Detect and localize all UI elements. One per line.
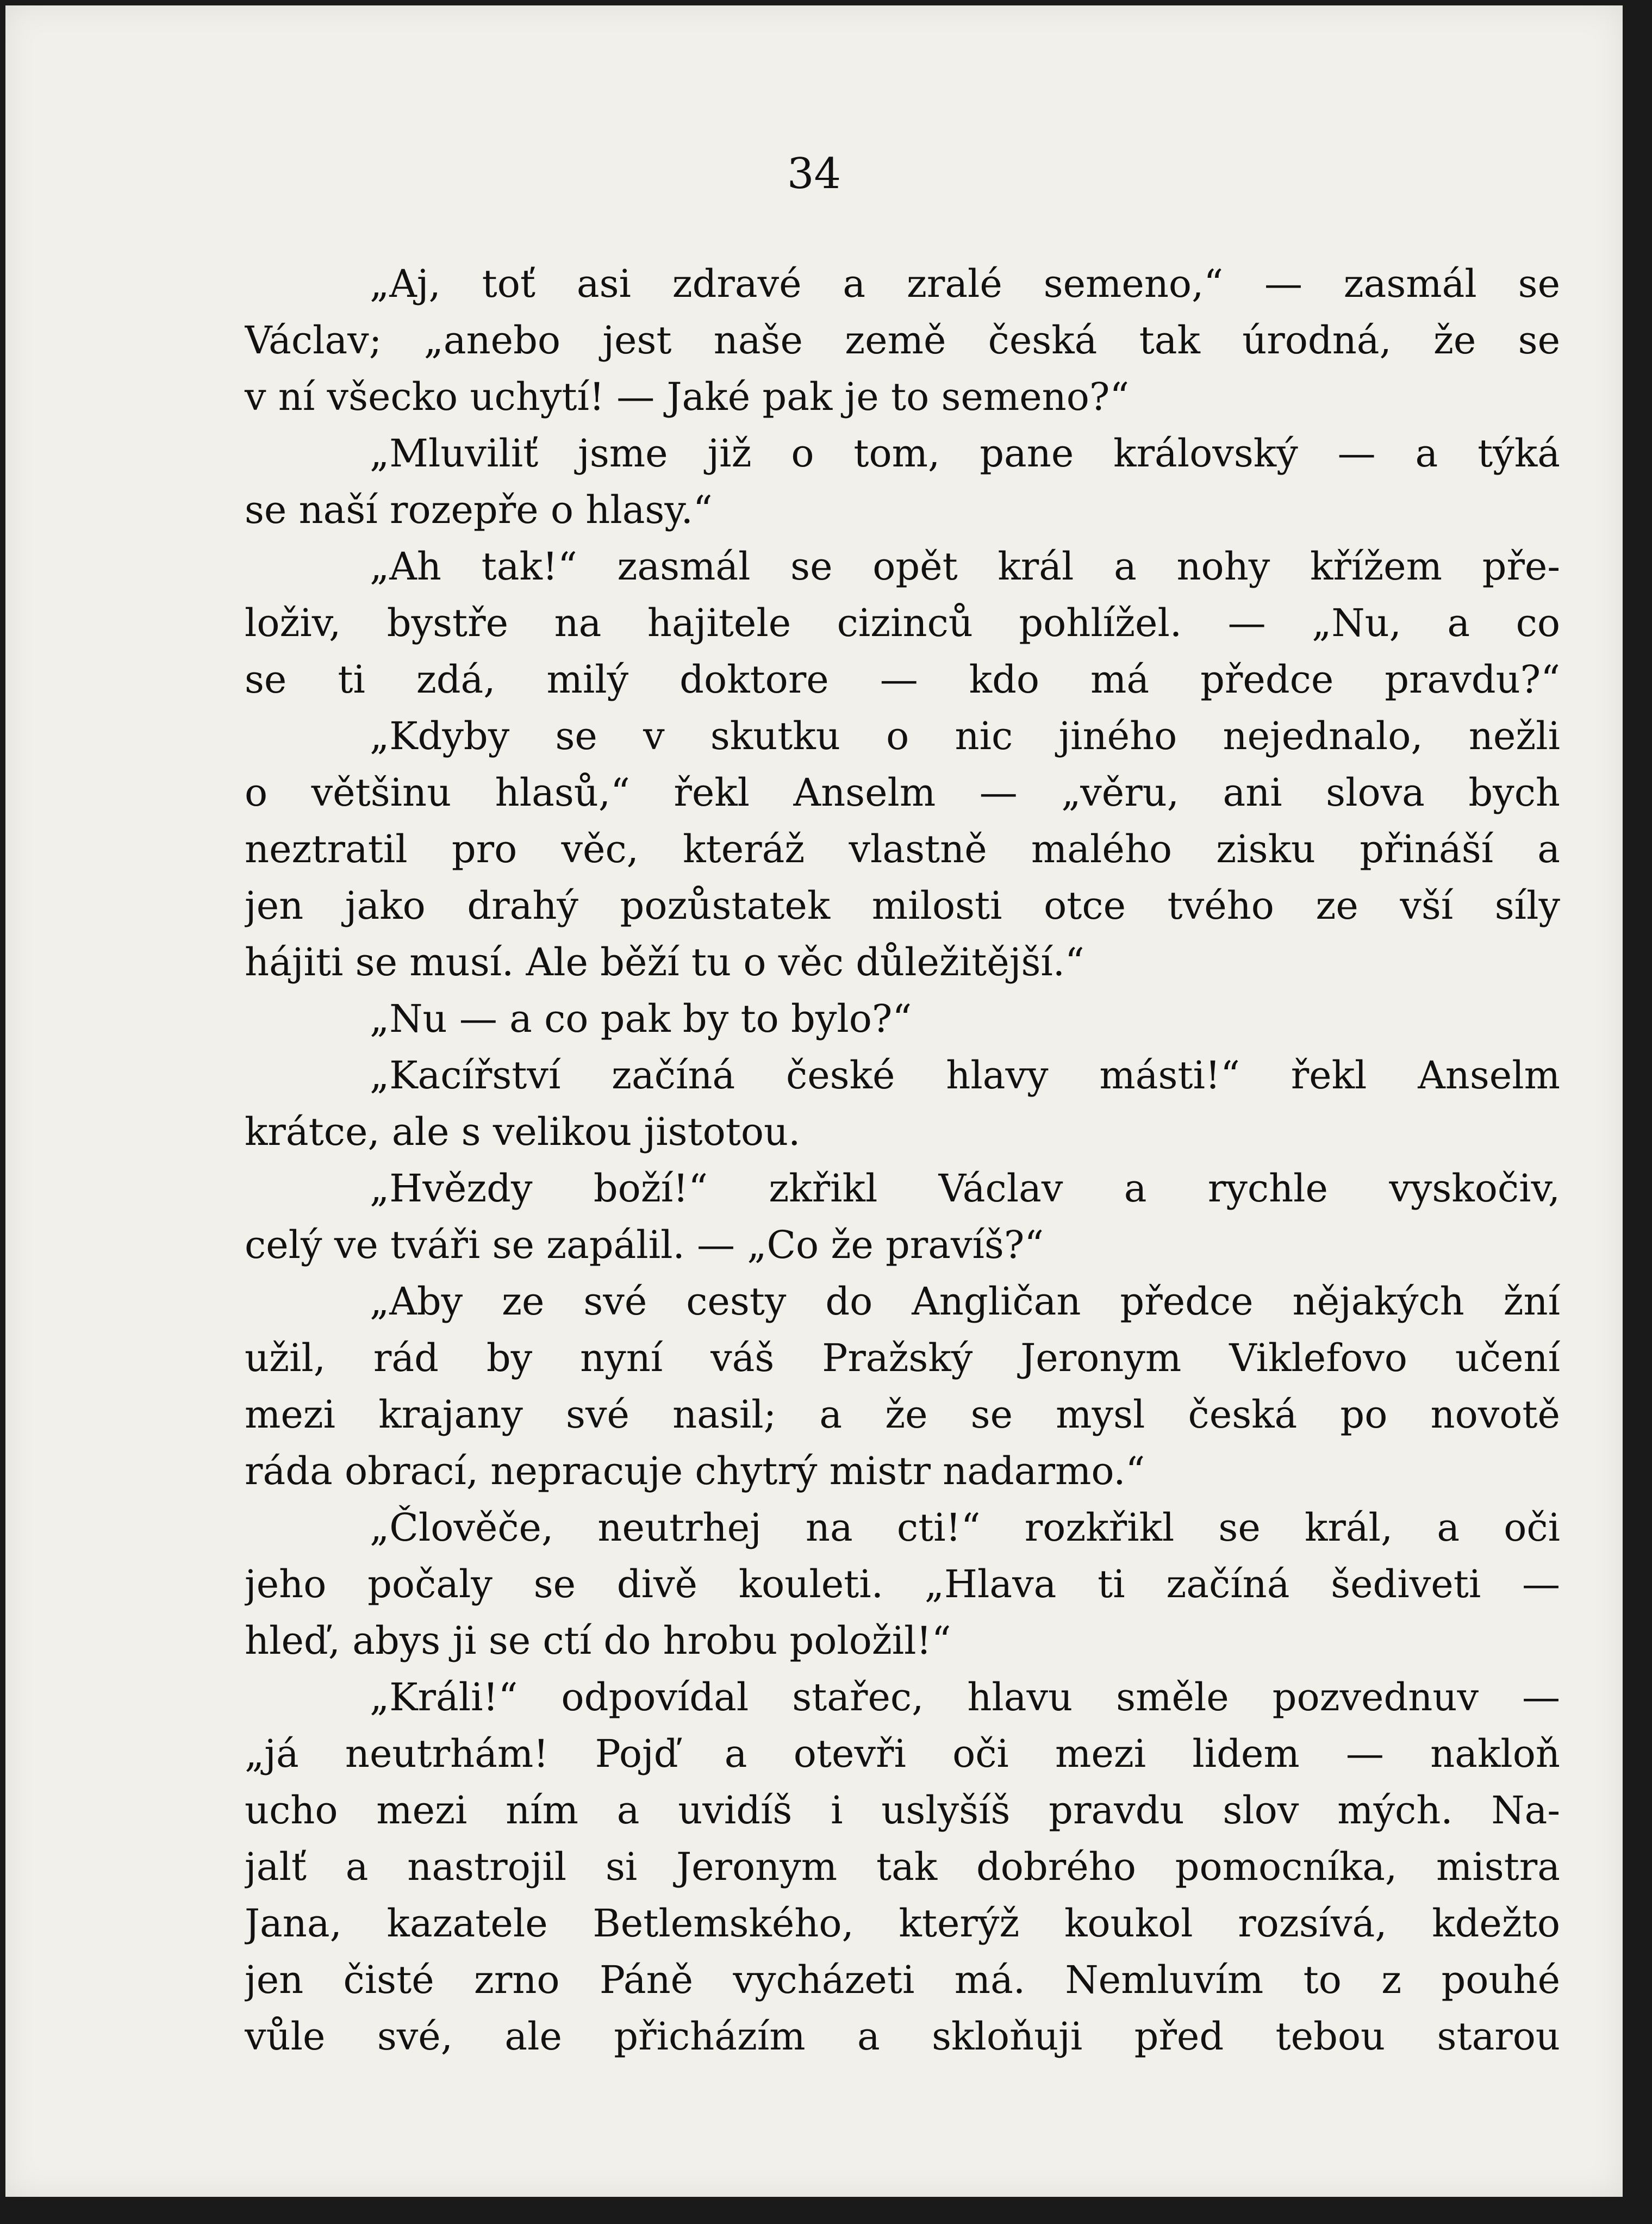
- text-line: se ti zdá, milý doktore — kdo má předce pravdu?“: [245, 657, 1560, 702]
- text-line: loživ, bystře na hajitele cizinců pohlížel. — „Nu, a co: [245, 601, 1560, 645]
- text-line: krátce, ale s velikou jistotou.: [245, 1110, 801, 1154]
- text-line: „Ah tak!“ zasmál se opět král a nohy křížem pře-: [370, 544, 1560, 589]
- page-number: 34: [787, 149, 841, 198]
- text-line: jeho počaly se divě kouleti. „Hlava ti začíná šediveti —: [245, 1562, 1560, 1606]
- text-line: Václav; „anebo jest naše země česká tak úrodná, že se: [245, 318, 1560, 363]
- text-line: ráda obrací, nepracuje chytrý mistr nadarmo.“: [245, 1449, 1145, 1493]
- text-line: jalť a nastrojil si Jeronym tak dobrého pomocníka, mistra: [245, 1845, 1560, 1889]
- text-line: jen jako drahý pozůstatek milosti otce tvého ze vší síly: [245, 883, 1560, 928]
- text-line: „Aj, toť asi zdravé a zralé semeno,“ — zasmál se: [370, 261, 1560, 306]
- text-line: mezi krajany své nasil; a že se mysl česká po novotě: [245, 1392, 1560, 1437]
- text-line: „Nu — a co pak by to bylo?“: [370, 996, 912, 1041]
- text-line: „já neutrhám! Pojď a otevři oči mezi lidem — nakloň: [245, 1731, 1560, 1776]
- text-line: hleď, abys ji se ctí do hrobu položil!“: [245, 1618, 951, 1663]
- text-line: ucho mezi ním a uvidíš i uslyšíš pravdu slov mých. Na-: [245, 1788, 1560, 1833]
- book-page: [5, 5, 1623, 2197]
- text-line: neztratil pro věc, kteráž vlastně malého zisku přináší a: [245, 827, 1560, 871]
- text-line: užil, rád by nyní váš Pražský Jeronym Viklefovo učení: [245, 1336, 1560, 1380]
- text-line: se naší rozepře o hlasy.“: [245, 488, 713, 532]
- text-line: „Hvězdy boží!“ zkřikl Václav a rychle vyskočiv,: [370, 1166, 1560, 1211]
- text-line: „Králi!“ odpovídal stařec, hlavu směle pozvednuv —: [370, 1675, 1560, 1720]
- text-line: „Kdyby se v skutku o nic jiného nejednalo, nežli: [370, 714, 1560, 758]
- text-line: „Mluviliť jsme již o tom, pane královský — a týká: [370, 431, 1560, 476]
- text-line: „Aby ze své cesty do Angličan předce nějakých žní: [370, 1279, 1560, 1324]
- text-line: „Člověče, neutrhej na cti!“ rozkřikl se král, a oči: [370, 1505, 1560, 1550]
- text-line: o většinu hlasů,“ řekl Anselm — „věru, ani slova bych: [245, 770, 1560, 815]
- body-text: [245, 256, 1560, 2065]
- text-line: „Kacířství začíná české hlavy másti!“ řekl Anselm: [370, 1053, 1560, 1098]
- text-line: hájiti se musí. Ale běží tu o věc důležitější.“: [245, 940, 1084, 985]
- text-line: v ní všecko uchytí! — Jaké pak je to semeno?“: [245, 375, 1130, 419]
- text-line: Jana, kazatele Betlemského, kterýž koukol rozsívá, kdežto: [245, 1901, 1560, 1946]
- text-line: vůle své, ale přicházím a skloňuji před tebou starou: [245, 2014, 1560, 2059]
- text-line: jen čisté zrno Páně vycházeti má. Nemluvím to z pouhé: [245, 1958, 1560, 2002]
- text-line: celý ve tváři se zapálil. — „Co že pravíš?“: [245, 1223, 1044, 1267]
